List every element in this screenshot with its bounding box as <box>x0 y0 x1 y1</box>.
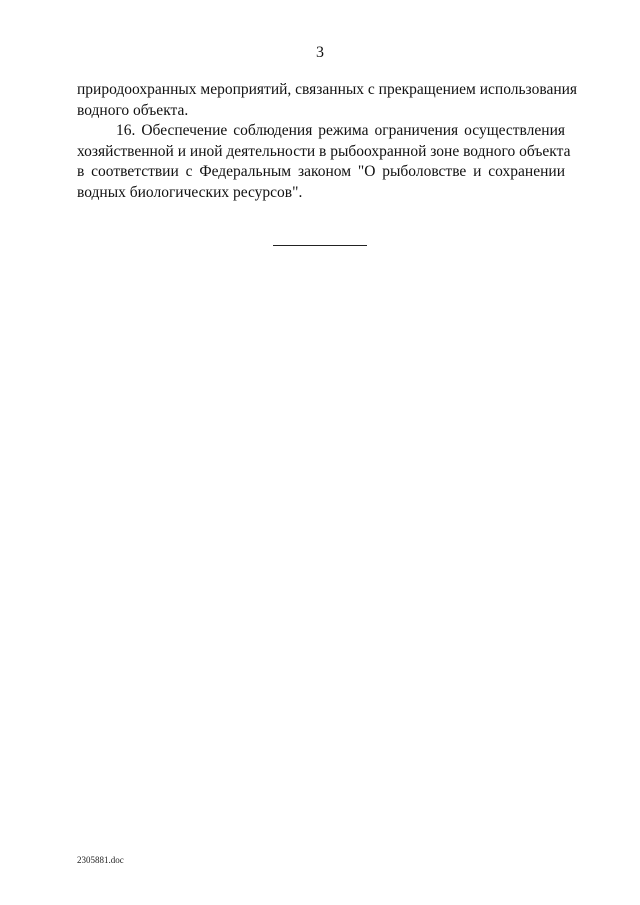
paragraph-line: природоохранных мероприятий, связанных с прекращением использования <box>77 81 578 98</box>
paragraph-continuation <box>77 80 578 121</box>
paragraph-item-16 <box>77 121 571 203</box>
paragraph-line: хозяйственной и иной деятельности в рыбоохранной зоне водного объекта <box>77 142 571 160</box>
paragraph-line: водного объекта. <box>77 101 189 119</box>
paragraph-line: водных биологических ресурсов". <box>77 183 303 201</box>
page-number: 3 <box>316 44 324 61</box>
paragraph-line: 16. Обеспечение соблюдения режима ограничения осуществления <box>116 122 565 139</box>
document-file-code: 2305881.doc <box>77 855 124 865</box>
paragraph-line: в соответствии с Федеральным законом "О рыболовстве и сохранении <box>77 163 565 180</box>
end-of-text-rule <box>273 245 367 246</box>
